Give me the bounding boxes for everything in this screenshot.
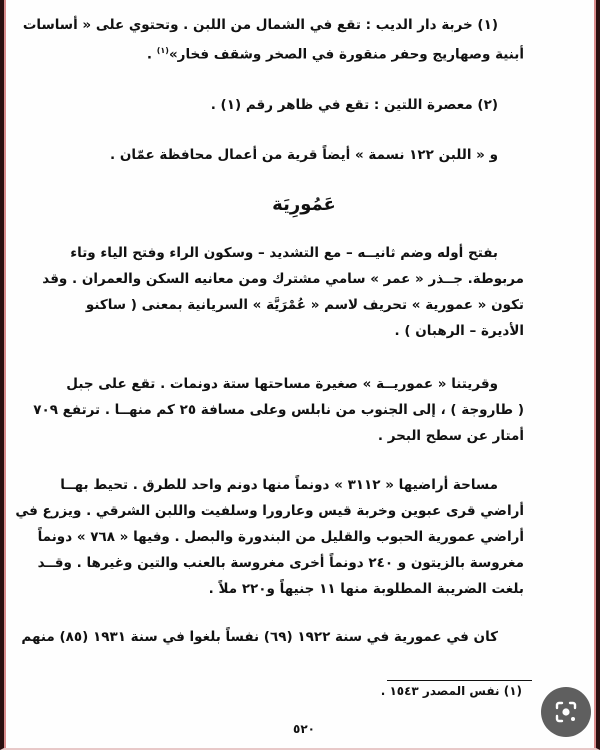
google-lens-button[interactable] xyxy=(541,687,591,737)
site-item-1-line-2: أبنية وصهاريج وحفر منقورة في الصخر وشقف فخار»$^{(١)}$ . xyxy=(146,46,524,63)
paragraph-population: كان في عمورية في سنة ١٩٢٢ (٦٩) نفساً بلغوا في سنة ١٩٣١ (٨٥) منهم xyxy=(21,629,498,645)
google-lens-icon xyxy=(553,699,579,725)
paragraph-location: وقريتنا « عموريــة » صغيرة مساحتها ستة دونمات . تقع على جبل ( طاروجة ) ، إلى الجنوب من نابلس وعلى مسافة ٢٥ كم منهــا . ترتفع ٧٠٩ أمتار عن سطح البحر . xyxy=(33,376,524,444)
paragraph-lands: مساحة أراضيها « ٣١١٢ » دونماً منها دونم واحد للطرق . تحيط بهــا أراضي قرى عبوين وخربة قيس وعارورا وسلفيت واللبن الشرقي . ويزرع في أراضي عمورية الحبوب والقليل من البندورة والبصل . وفيها « ٧٦٨ » دونماً مغروسة بالزيتون و ٢٤٠ دونماً أخرى مغروسة بالعنب والتين وغيرها . وقــد بلغت الضريبة المطلوبة منها ١١ جنيهاً و٢٢٠ ملاً . xyxy=(15,477,524,597)
site-item-1 xyxy=(22,12,524,68)
section-title: عَمُورِيَة xyxy=(272,194,336,215)
paragraph-etymology: بفتح أوله وضم ثانيــه – مع التشديد – وسكون الراء وفتح الياء وتاء مربوطة. جــذر « عمر » سامي مشترك ومن معانيه السكن والعمران . وقد تكون « عمورية » تحريف لاسم « عُمْرَيَّة » السريانية بمعنى ( ساكنو الأديرة – الرهبان ) . xyxy=(42,245,524,339)
site-item-2: (٢) معصرة اللتين : تقع في ظاهر رقم (١) . xyxy=(210,97,498,113)
page-number: ٥٢٠ xyxy=(293,722,315,736)
site-item-1-line-1: (١) خربة دار الديب : تقع في الشمال من اللبن . وتحتوي على « أساسات xyxy=(22,17,498,33)
footnote-ref: (١) xyxy=(156,46,169,55)
population-note: و « اللبن ١٢٢ نسمة » أيضاً قرية من أعمال محافظة عمّان . xyxy=(110,147,498,163)
footnote-1: (١) نفس المصدر ١٥٤٣ . xyxy=(380,684,522,698)
footnote-divider xyxy=(387,680,532,681)
